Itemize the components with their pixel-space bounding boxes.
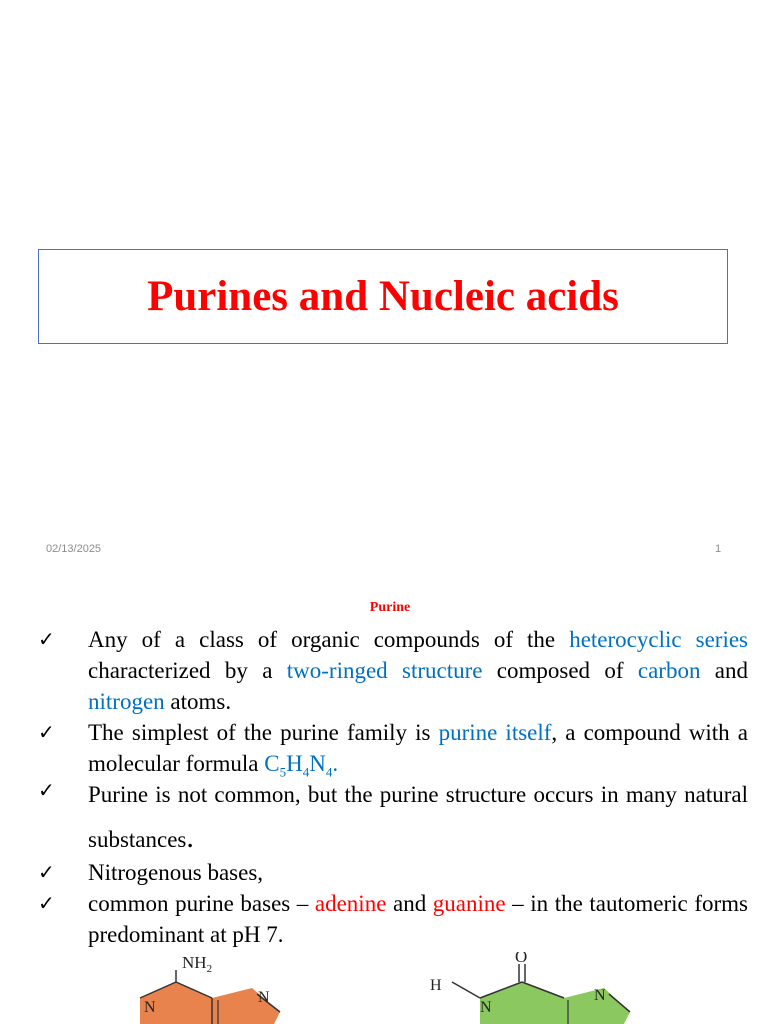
bullet-item [38, 624, 748, 717]
formula-part: C [264, 751, 280, 776]
adenine-ring-5 [212, 988, 280, 1024]
nitrogen-label: N [480, 999, 492, 1016]
bullet-text: characterized by a [88, 658, 287, 683]
bullet-text: Nitrogenous bases, [88, 860, 264, 885]
bullet-text: Any of a class of organic compounds of the [88, 627, 570, 652]
checkmark-icon: ✓ [38, 778, 55, 802]
bullet-text: atoms. [164, 689, 232, 714]
formula-subscript: 4 [302, 764, 310, 780]
nitrogen-label: N [594, 987, 606, 1004]
highlight-term: guanine [432, 891, 506, 916]
formula-part: N [309, 751, 326, 776]
checkmark-icon: ✓ [38, 891, 55, 915]
purine-bases-diagram [120, 952, 660, 1024]
nitrogen-label: N [258, 989, 270, 1006]
adenine-structure [140, 953, 280, 1024]
amino-group-label: NH [182, 953, 207, 972]
highlight-term: purine itself [438, 720, 552, 745]
formula-subscript: 4 [325, 764, 333, 780]
highlight-term: nitrogen [88, 689, 165, 714]
bullet-item [38, 717, 748, 779]
slide-heading: Purine [369, 600, 411, 615]
oxygen-label: O [515, 952, 528, 966]
hydrogen-label: H [430, 977, 442, 994]
checkmark-icon: ✓ [38, 860, 55, 884]
bullet-text: and [386, 891, 433, 916]
slide-title: Purines and Nucleic acids [147, 273, 619, 320]
checkmark-icon: ✓ [38, 720, 55, 744]
bullet-text: common purine bases – [88, 891, 315, 916]
title-box [38, 249, 728, 344]
svg-text:NH2 [182, 953, 212, 975]
highlight-term: two-ringed structure [286, 658, 483, 683]
content-slide [0, 576, 768, 1024]
bullet-text: . [186, 821, 194, 854]
bullet-text: The simplest of the purine family is [88, 720, 439, 745]
bullet-list [38, 624, 748, 950]
bullet-text: – in the tautomeric forms predominant at pH 7. [88, 891, 748, 947]
bullet-item [38, 888, 748, 950]
nitrogen-label: N [144, 999, 156, 1016]
formula-subscript: 5 [279, 764, 287, 780]
amino-subscript: 2 [206, 963, 213, 975]
bullet-text: composed of [482, 658, 638, 683]
formula-part: H [286, 751, 303, 776]
highlight-term: adenine [314, 891, 387, 916]
bullet-item [38, 857, 748, 888]
highlight-term: heterocyclic series [569, 627, 748, 652]
guanine-ring-6 [480, 982, 564, 1024]
bullet-text: , a compound with a molecular formula [88, 720, 748, 776]
bullet-text: Purine is not common, but the purine structure occurs in many natural substances [88, 782, 748, 852]
bullet-text: and [700, 658, 748, 683]
bullet-item [38, 773, 748, 861]
slide-date: 02/13/2025 [46, 543, 102, 555]
checkmark-icon: ✓ [38, 627, 55, 651]
highlight-term: carbon [637, 658, 701, 683]
guanine-structure [430, 952, 630, 1024]
slide-number: 1 [715, 543, 722, 555]
formula-part: . [332, 751, 339, 776]
